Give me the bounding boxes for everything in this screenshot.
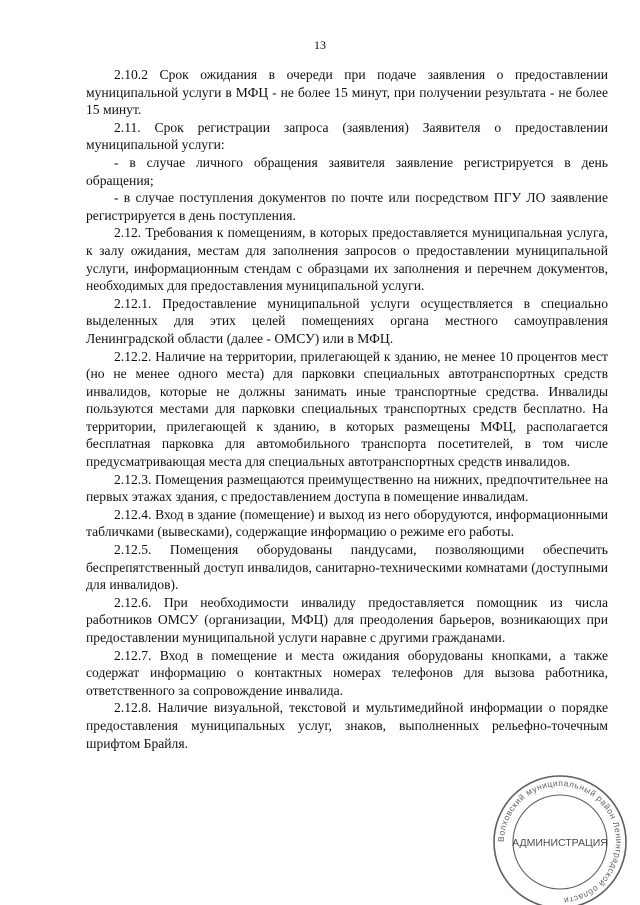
paragraph-2-12-5: 2.12.5. Помещения оборудованы пандусами, позволяющими обеспечить беспрепятственный доступ инвалидов, санитарно-техническими комнатами (доступными для инвалидов). — [86, 542, 608, 593]
paragraph-2-12-8: 2.12.8. Наличие визуальной, текстовой и мультимедийной информации о порядке предоставления муниципальных услуг, знаков, выполненных рельефно-точечным шрифтом Брайля. — [86, 700, 608, 751]
paragraph-2-12-1: 2.12.1. Предоставление муниципальной услуги осуществляется в специально выделенных для этих целей помещениях органа местного самоуправления Ленинградской области (далее - ОМСУ) или в МФЦ. — [86, 295, 608, 346]
paragraph-2-11: 2.11. Срок регистрации запроса (заявления) Заявителя о предоставлении муниципальной услуги: — [86, 119, 608, 153]
stamp-seal-icon — [490, 772, 640, 905]
paragraph-2-12-6: 2.12.6. При необходимости инвалиду предоставляется помощник из числа работников ОМСУ (организации, МФЦ) для преодоления барьеров, возникающих при предоставлении муниципальной услуги наравне с другими гражданами. — [86, 594, 608, 645]
document-body — [86, 66, 608, 752]
paragraph-2-12-7: 2.12.7. Вход в помещение и места ожидания оборудованы кнопками, а также содержат информацию о контактных номерах телефонов для вызова работника, ответственного за сопровождение инвалида. — [86, 647, 608, 698]
paragraph-2-12: 2.12. Требования к помещениям, в которых предоставляется муниципальная услуга, к залу ожидания, местам для заполнения запросов о предоставлении муниципальной услуги, информационным стендам с образцами их заполнения и перечнем документов, необходимых для предоставления муниципальной услуги. — [86, 225, 608, 294]
page-number: 13 — [314, 38, 326, 52]
paragraph-2-10-2: 2.10.2 Срок ожидания в очереди при подаче заявления о предоставлении муниципальной услуги в МФЦ - не более 15 минут, при получении результата - не более 15 минут. — [86, 67, 608, 118]
stamp-ring-text: Волховский муниципальный район Ленинградской области — [495, 777, 625, 905]
official-stamp — [490, 772, 640, 905]
paragraph-personal-appeal: - в случае личного обращения заявителя заявление регистрируется в день обращения; — [86, 154, 608, 188]
paragraph-2-12-4: 2.12.4. Вход в здание (помещение) и выход из него оборудуются, информационными табличками (вывесками), содержащие информацию о режиме его работы. — [86, 506, 608, 540]
stamp-center-text: АДМИНИСТРАЦИЯ — [512, 837, 608, 849]
paragraph-mail-or-portal: - в случае поступления документов по почте или посредством ПГУ ЛО заявление регистрируется в день поступления. — [86, 190, 608, 223]
paragraph-2-12-2: 2.12.2. Наличие на территории, прилегающей к зданию, не менее 10 процентов мест (но не менее одного места) для парковки специальных автотранспортных средств инвалидов, которые не должны занимать иные транспортные средства. Инвалиды пользуются местами для парковки специальных транспортных средств бесплатно. На территории, прилегающей к зданию, в которых размещены МФЦ, располагается бесплатная парковка для автомобильного транспорта посетителей, в том числе предусматривающая места для специальных автотранспортных средств инвалидов. — [86, 348, 608, 470]
paragraph-2-12-3: 2.12.3. Помещения размещаются преимущественно на нижних, предпочтительнее на первых этажах здания, с предоставлением доступа в помещение инвалидам. — [86, 471, 608, 505]
